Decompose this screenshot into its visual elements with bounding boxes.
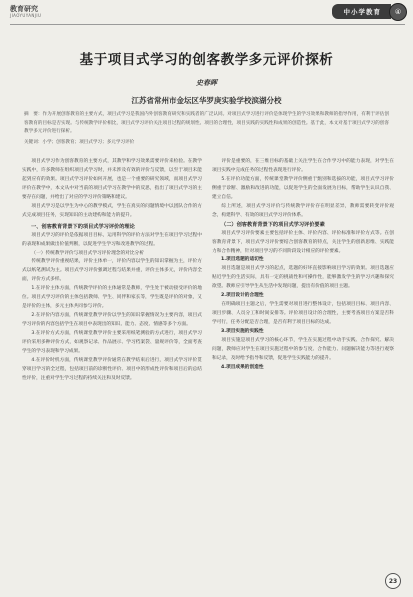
body-column-left bbox=[22, 158, 202, 579]
body-paragraph: 4.在评价时机方面，传统课堂教学评价通常在教学结束后进行，项目式学习评价贯穿项目学习的全过程，包括项目前的诊断性评价、项目中的形成性评价和项目后的总结性评价，注重对学生学习过程的持续关注和及时反馈。 bbox=[22, 357, 202, 381]
header-divider bbox=[10, 24, 405, 25]
article-title: 基于项目式学习的创客教学多元评价探析 bbox=[79, 52, 334, 68]
body-paragraph: 1.在评价主体方面，传统教学评价的主体通常是教师，学生处于被动接受评价的地位。项目式学习评价的主体包括教师、学生、同伴和家长等，学生既是评价的对象，又是评价的主体，多元主体共同参与评价。 bbox=[22, 286, 202, 310]
article-author: 史春晖 bbox=[196, 79, 217, 87]
abstract: 摘 要：作为开展创客教育的主要方式，项目式学习是我国内外创客教育研究和实践者的广泛认同。对项目式学习进行评价是体现学生的学习效果和教师的指导作用，有利于评估创客教育的目标是否实现。与传统教学评价相比，项目式学习评价关注项目过程的规划性、项目的合理性，项目实践的实践性和成果的创造性。基于此，本文对基于项目式学习的创客教学多元评价进行探析。 bbox=[24, 112, 389, 134]
body-paragraph: 评价是重要的，在三维目标的基础上关注学生在合作学习中的能力表现，对学生在项目实践中完成任务的过程性表现进行评价。 bbox=[212, 159, 394, 173]
column-badge-icon: ④ bbox=[389, 3, 407, 21]
body-paragraph: 项目式学习作为创客教育的主要方式，其教学和学习效果需要评价来检验。在教学实践中，许多教师在组织项目式学习时，并未涉及有效的评价与反馈，以至于项目未能起到应有的效果。项目式学习评价如何开展，也是一个重要的研究领域，而项目式学习评价在教学中，本文从中对当前的项目式学习在教学中的反思，指出了项目式学习的主要存在问题，并给出了对应的学习评价策略和建议。 bbox=[22, 159, 202, 200]
body-paragraph: 项目式学习评价要素主要包括评价主体、评价内容、评价标准和评价方式等。在创客教育背景下，项目式学习评价要结合创客教育的特点，关注学生的创新思维、实践能力和合作精神，针对项目学习的不同阶段设计相应的评价要素。 bbox=[212, 230, 394, 254]
body-paragraph: 项目式学习是以学生为中心的教学模式，学生在真实的问题情境中以团队合作的方式完成项目任务，实现知识的主动建构和能力的提升。 bbox=[22, 203, 202, 218]
section-heading: （二）创客教育背景下的项目式学习评价要素 bbox=[221, 221, 325, 228]
journal-name: 教育研究 bbox=[10, 5, 38, 13]
column-title: 中小学教育 bbox=[332, 4, 392, 19]
body-paragraph: 在明确项目主题之后，学生需要对项目进行整体设计，包括项目目标、项目内容、项目步骤、人员分工和时间安排等。评价项目设计的合理性，主要考查项目方案是否科学可行，任务分配是否合理，是否有利于项目目标的达成。 bbox=[212, 302, 394, 326]
journal-name-pinyin: JIAOYUYANJIU bbox=[10, 13, 42, 18]
journal-header bbox=[10, 5, 41, 19]
body-paragraph: 3.在评价方式方面，传统课堂教学评价主要采用纸笔测验的方式进行，项目式学习评价采用多种评价方式，如观察记录、作品展示、学习档案袋、量规评价等，全面考查学生的学习表现和学习成果。 bbox=[22, 331, 202, 355]
section-heading: 3.项目实施的实践性 bbox=[221, 329, 264, 335]
author-affiliation: 江苏省常州市金坛区华罗庚实验学校滨湖分校 bbox=[131, 96, 282, 105]
body-paragraph: 项目选题是项目式学习的起点，选题的好坏直接影响项目学习的效果。项目选题应贴近学生的生活实际，具有一定的挑战性和可操作性，能够激发学生的学习兴趣和探究欲望。教师应引导学生从生活中发现问题，提出有价值的项目主题。 bbox=[212, 266, 394, 290]
page-number: 23 bbox=[385, 573, 401, 589]
section-heading: 1.项目选题的适切性 bbox=[221, 257, 264, 263]
body-paragraph: 项目实施是项目式学习的核心环节，学生在实施过程中动手实践、合作探究、解决问题，教师应对学生在项目实施过程中的参与度、合作能力、问题解决能力等进行观察和记录，及时给予指导和反馈，促进学生实践能力的提升。 bbox=[212, 338, 394, 361]
body-paragraph: 2.在评价内容方面，传统课堂教学评价以学生的知识掌握情况为主要内容，项目式学习评价的内容包括学生在项目中表现出的知识、能力、态度、情感等多个方面。 bbox=[22, 313, 202, 328]
body-paragraph: 传统教学评价重视结果，评价主体单一，评价内容以学生的知识掌握为主，评价方式以纸笔测试为主。项目式学习评价强调过程与结果并重，评价主体多元，评价内容全面，评价方式多样。 bbox=[22, 259, 202, 283]
body-column-right bbox=[212, 158, 394, 579]
keywords: 关键词：小学；创客教育；项目式学习；多元学习评价 bbox=[24, 140, 135, 145]
column-header bbox=[332, 3, 408, 20]
body-paragraph: 5.在评价功能方面，传统课堂教学评价侧重于甄别和选拔的功能，项目式学习评价侧重于诊断、激励和改进的功能，以促进学生的全面发展为目标，帮助学生认识自我、建立自信。 bbox=[212, 176, 394, 200]
body-paragraph: （一）传统教学评价与项目式学习评价理念的对比分析 bbox=[31, 250, 144, 256]
body-paragraph: 综上所述，项目式学习评价与传统教学评价存在明显差异，教师需要转变评价观念，构建科学、有效的项目式学习评价体系。 bbox=[212, 203, 394, 218]
body-paragraph: 项目式学习的评价是依据项目目标，运用科学的评价方法对学生在项目学习过程中的表现和成果做出价值判断，以促进学生学习和改进教学的过程。 bbox=[22, 232, 202, 247]
section-heading: 2.项目设计的合理性 bbox=[221, 293, 264, 299]
section-heading: 一、创客教育背景下的项目式学习评价的理论 bbox=[31, 223, 135, 230]
section-heading: 4.项目成果的创造性 bbox=[221, 364, 264, 370]
